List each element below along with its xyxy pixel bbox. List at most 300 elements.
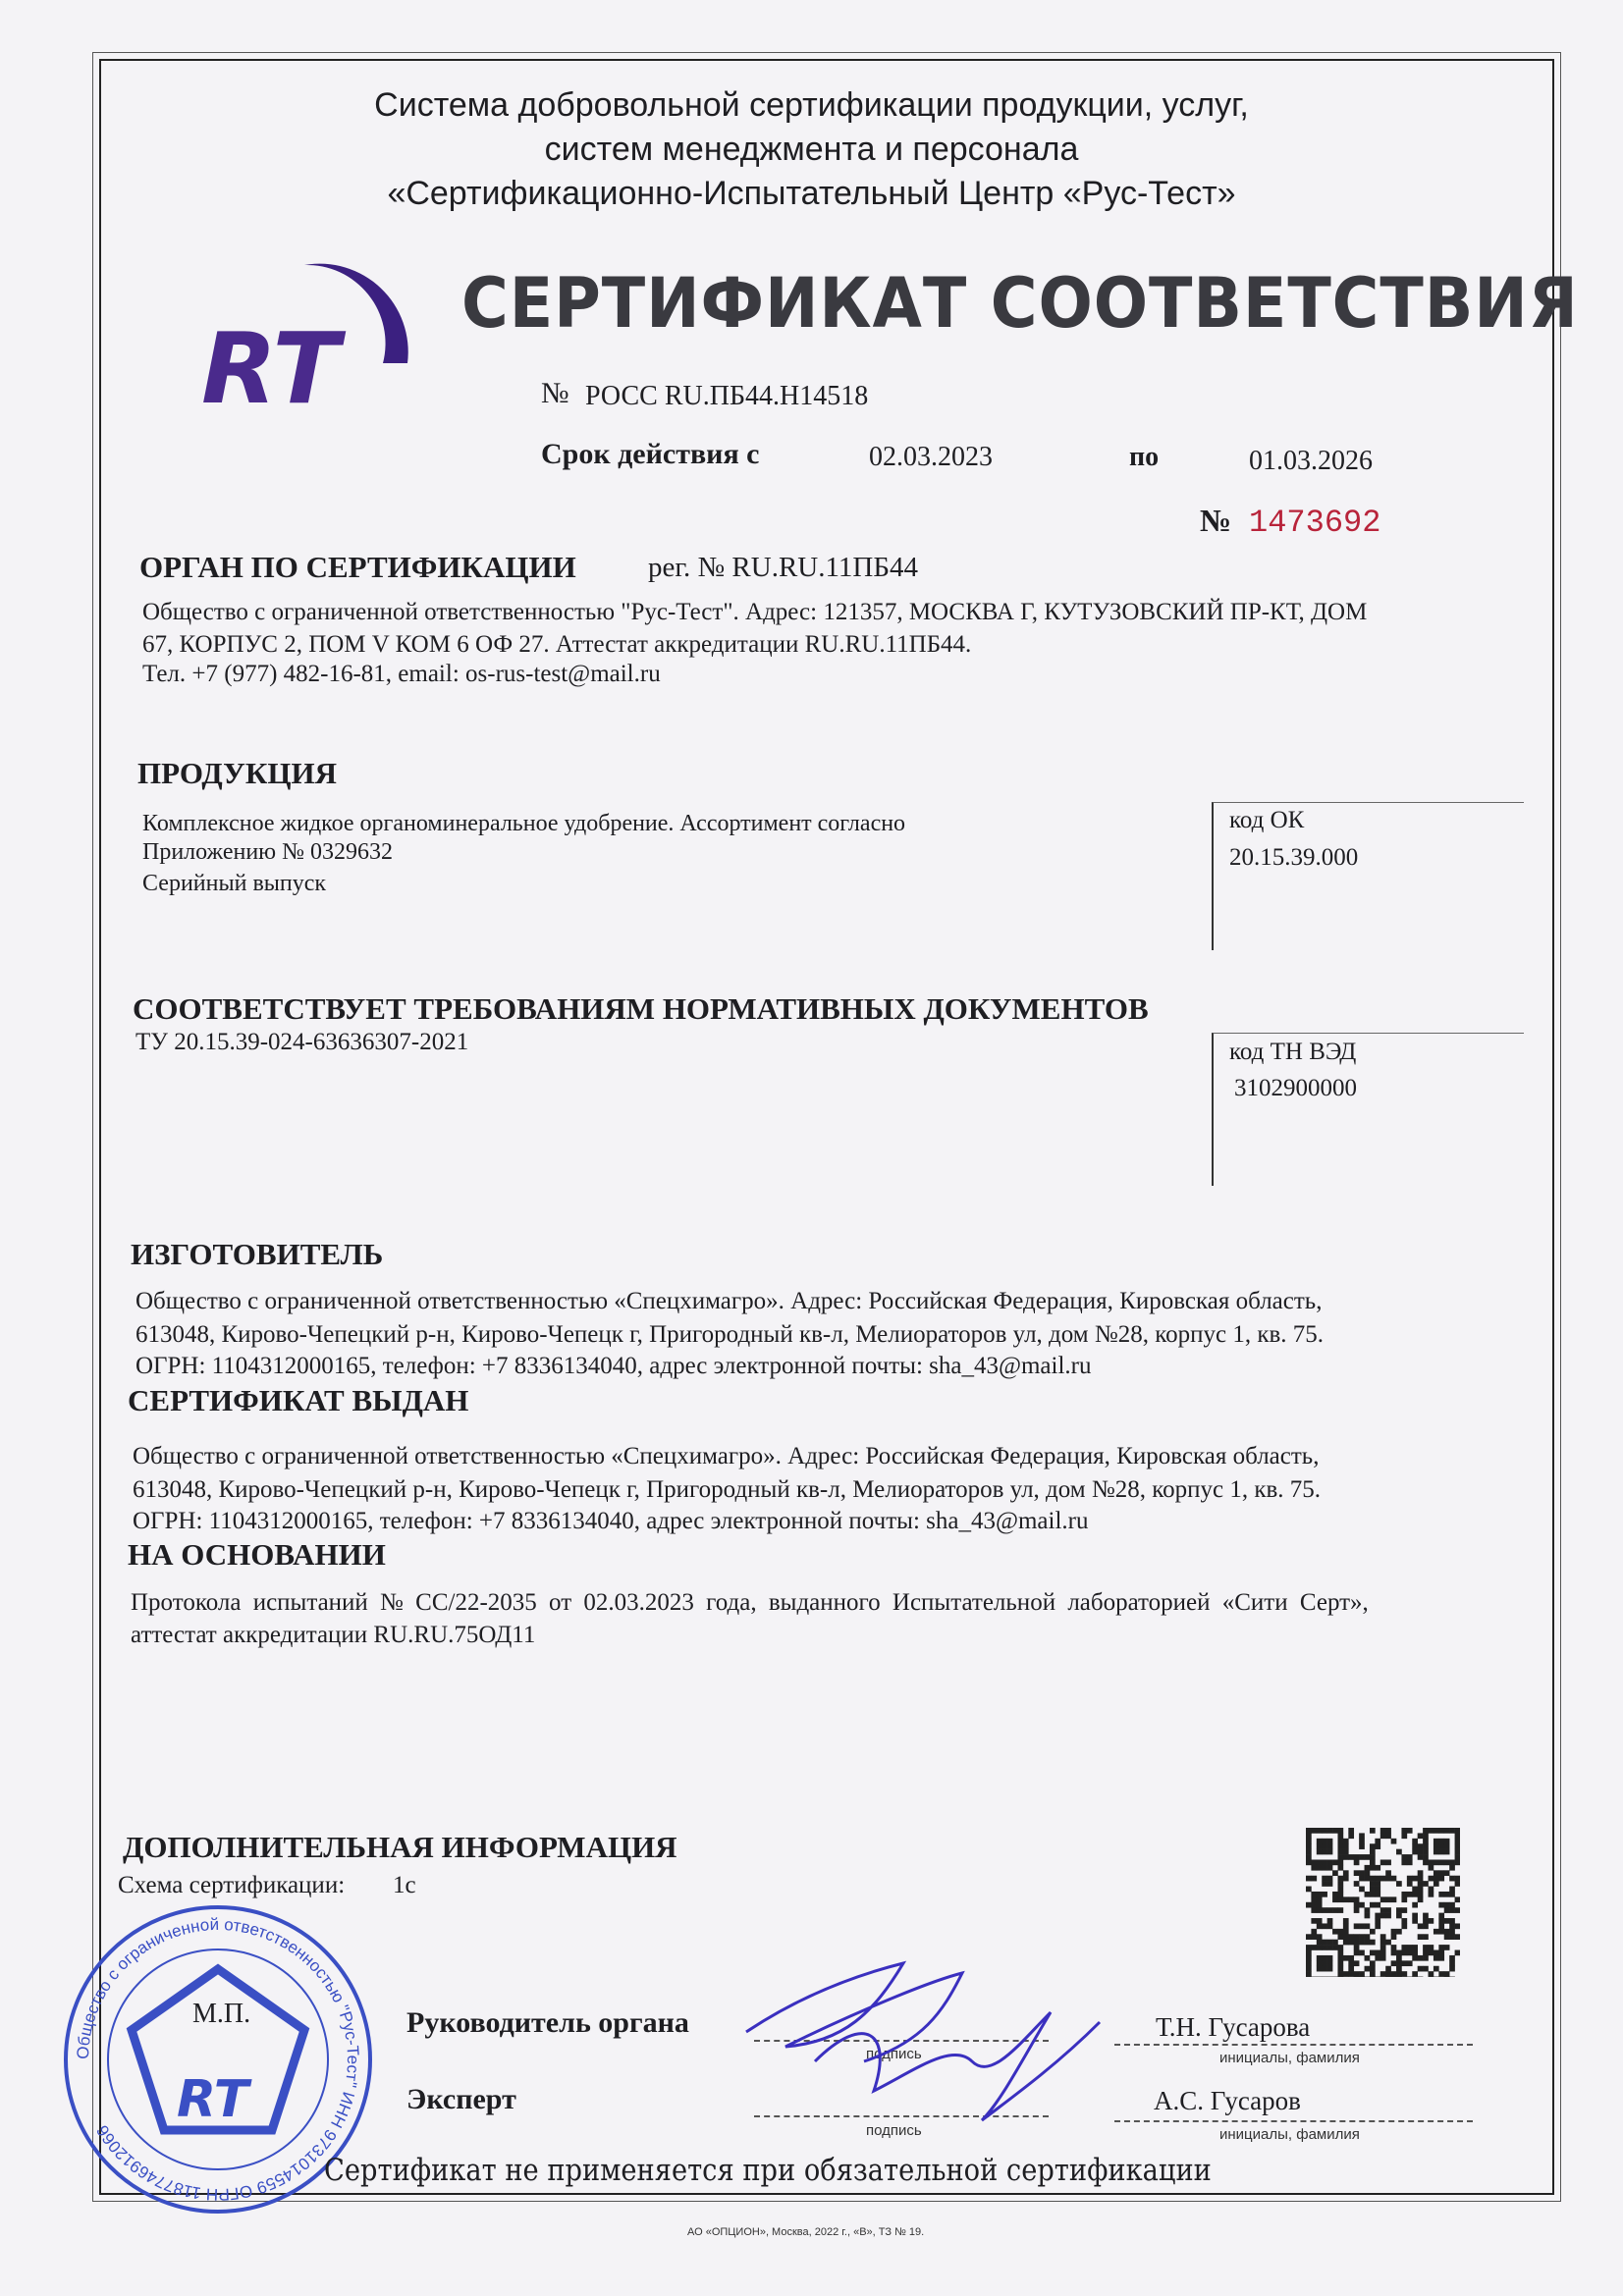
qr-module bbox=[1348, 1960, 1354, 1966]
qr-module bbox=[1370, 1971, 1376, 1977]
qr-module bbox=[1380, 1940, 1386, 1946]
manufacturer-heading: ИЗГОТОВИТЕЛЬ bbox=[131, 1237, 384, 1271]
qr-module bbox=[1391, 1945, 1397, 1950]
qr-module bbox=[1438, 1950, 1444, 1956]
qr-module bbox=[1306, 1960, 1312, 1966]
qr-module bbox=[1385, 1833, 1391, 1839]
qr-module bbox=[1455, 1923, 1460, 1929]
qr-module bbox=[1418, 1955, 1424, 1961]
qr-module bbox=[1359, 1971, 1365, 1977]
qr-module bbox=[1343, 1934, 1349, 1940]
qr-module bbox=[1380, 1833, 1386, 1839]
compliance-doc: ТУ 20.15.39-024-63636307-2021 bbox=[135, 1029, 469, 1055]
qr-module bbox=[1444, 1859, 1450, 1865]
qr-module bbox=[1354, 1971, 1360, 1977]
cert-number-label: № bbox=[541, 377, 569, 409]
qr-module bbox=[1429, 1876, 1434, 1882]
qr-module bbox=[1434, 1929, 1439, 1935]
qr-module bbox=[1343, 1839, 1349, 1844]
qr-module bbox=[1327, 1940, 1333, 1946]
qr-module bbox=[1337, 1950, 1343, 1956]
qr-module bbox=[1423, 1913, 1429, 1919]
qr-module bbox=[1396, 1971, 1402, 1977]
qr-module bbox=[1396, 1960, 1402, 1966]
qr-module bbox=[1412, 1839, 1418, 1844]
qr-module bbox=[1365, 1865, 1371, 1871]
head-name-line bbox=[1114, 2044, 1473, 2046]
qr-module bbox=[1444, 1843, 1450, 1849]
qr-module bbox=[1380, 1876, 1386, 1882]
qr-module bbox=[1337, 1859, 1343, 1865]
qr-module bbox=[1407, 1859, 1413, 1865]
qr-module bbox=[1401, 1950, 1407, 1956]
qr-module bbox=[1343, 1940, 1349, 1946]
qr-module bbox=[1370, 1960, 1376, 1966]
qr-module bbox=[1311, 1859, 1317, 1865]
qr-module bbox=[1391, 1929, 1397, 1935]
qr-module bbox=[1434, 1966, 1439, 1972]
qr-module bbox=[1434, 1828, 1439, 1834]
ok-value: 20.15.39.000 bbox=[1229, 844, 1359, 871]
qr-module bbox=[1311, 1902, 1317, 1908]
qr-module bbox=[1455, 1876, 1460, 1882]
qr-module bbox=[1348, 1971, 1354, 1977]
valid-to-label: по bbox=[1129, 442, 1160, 472]
manufacturer-line-1: Общество с ограниченной ответственностью «Спецхимагро». Адрес: Российская Федерация, Кировская область, bbox=[135, 1288, 1323, 1314]
head-label: Руководитель органа bbox=[406, 2006, 689, 2039]
qr-module bbox=[1322, 1960, 1327, 1966]
qr-module bbox=[1412, 1955, 1418, 1961]
qr-module bbox=[1412, 1843, 1418, 1849]
qr-module bbox=[1418, 1934, 1424, 1940]
qr-module bbox=[1343, 1929, 1349, 1935]
org-line-1: Общество с ограниченной ответственностью "Рус-Тест". Адрес: 121357, МОСКВА Г, КУТУЗОВСКИЙ ПР-КТ, ДОМ bbox=[142, 599, 1368, 625]
qr-module bbox=[1343, 1955, 1349, 1961]
qr-module bbox=[1391, 1960, 1397, 1966]
qr-module bbox=[1343, 1896, 1349, 1902]
qr-module bbox=[1306, 1971, 1312, 1977]
qr-module bbox=[1306, 1849, 1312, 1855]
qr-module bbox=[1438, 1955, 1444, 1961]
qr-module bbox=[1380, 1971, 1386, 1977]
qr-module bbox=[1306, 1854, 1312, 1860]
qr-module bbox=[1449, 1966, 1455, 1972]
qr-module bbox=[1317, 1849, 1323, 1855]
product-line-2: Приложению № 0329632 bbox=[142, 839, 393, 865]
qr-module bbox=[1434, 1870, 1439, 1876]
qr-module bbox=[1438, 1849, 1444, 1855]
qr-module bbox=[1444, 1918, 1450, 1924]
qr-module bbox=[1322, 1892, 1327, 1897]
qr-module bbox=[1444, 1839, 1450, 1844]
qr-module bbox=[1332, 1870, 1338, 1876]
qr-module bbox=[1337, 1966, 1343, 1972]
org-heading: ОРГАН ПО СЕРТИФИКАЦИИ bbox=[139, 550, 576, 584]
qr-module bbox=[1455, 1833, 1460, 1839]
issued-line-1: Общество с ограниченной ответственностью «Спецхимагро». Адрес: Российская Федерация, Кировская область, bbox=[133, 1443, 1320, 1469]
qr-module bbox=[1396, 1849, 1402, 1855]
scheme-value: 1с bbox=[393, 1872, 416, 1898]
qr-module bbox=[1375, 1918, 1380, 1924]
qr-module bbox=[1418, 1887, 1424, 1893]
qr-module bbox=[1429, 1945, 1434, 1950]
qr-module bbox=[1317, 1940, 1323, 1946]
qr-module bbox=[1380, 1859, 1386, 1865]
qr-module bbox=[1375, 1887, 1380, 1893]
qr-module bbox=[1418, 1923, 1424, 1929]
qr-module bbox=[1401, 1971, 1407, 1977]
qr-module bbox=[1327, 1865, 1333, 1871]
qr-module bbox=[1327, 1945, 1333, 1950]
qr-module bbox=[1322, 1940, 1327, 1946]
qr-module bbox=[1317, 1865, 1323, 1871]
qr-module bbox=[1385, 1971, 1391, 1977]
qr-module bbox=[1354, 1934, 1360, 1940]
qr-module bbox=[1401, 1945, 1407, 1950]
qr-module bbox=[1438, 1923, 1444, 1929]
qr-module bbox=[1343, 1971, 1349, 1977]
qr-module bbox=[1407, 1828, 1413, 1834]
valid-from: 02.03.2023 bbox=[869, 442, 993, 472]
qr-module bbox=[1396, 1913, 1402, 1919]
qr-module bbox=[1401, 1960, 1407, 1966]
qr-module bbox=[1332, 1907, 1338, 1913]
qr-module bbox=[1365, 1940, 1371, 1946]
qr-module bbox=[1407, 1950, 1413, 1956]
qr-module bbox=[1449, 1960, 1455, 1966]
qr-module bbox=[1455, 1950, 1460, 1956]
qr-module bbox=[1311, 1929, 1317, 1935]
qr-module bbox=[1423, 1955, 1429, 1961]
footer-notice: Сертификат не применяется при обязательной сертификации bbox=[324, 2153, 1212, 2188]
qr-module bbox=[1370, 1966, 1376, 1972]
qr-module bbox=[1337, 1934, 1343, 1940]
head-name-caption: инициалы, фамилия bbox=[1219, 2050, 1360, 2066]
logo-text: RT bbox=[201, 311, 340, 426]
qr-module bbox=[1418, 1849, 1424, 1855]
qr-module bbox=[1438, 1843, 1444, 1849]
qr-module bbox=[1434, 1881, 1439, 1887]
qr-module bbox=[1380, 1945, 1386, 1950]
expert-name: А.С. Гусаров bbox=[1154, 2086, 1301, 2115]
qr-module bbox=[1311, 1918, 1317, 1924]
qr-module bbox=[1385, 1966, 1391, 1972]
qr-module bbox=[1438, 1839, 1444, 1844]
qr-module bbox=[1391, 1839, 1397, 1844]
qr-module bbox=[1455, 1854, 1460, 1860]
qr-module bbox=[1370, 1881, 1376, 1887]
ok-label: код ОК bbox=[1229, 807, 1305, 833]
qr-module bbox=[1407, 1892, 1413, 1897]
qr-module bbox=[1343, 1870, 1349, 1876]
qr-module bbox=[1455, 1859, 1460, 1865]
qr-module bbox=[1444, 1870, 1450, 1876]
qr-module bbox=[1370, 1902, 1376, 1908]
qr-module bbox=[1412, 1971, 1418, 1977]
qr-module bbox=[1327, 1849, 1333, 1855]
qr-module bbox=[1423, 1854, 1429, 1860]
qr-module bbox=[1311, 1828, 1317, 1834]
qr-module bbox=[1306, 1934, 1312, 1940]
qr-module bbox=[1385, 1859, 1391, 1865]
qr-module bbox=[1396, 1966, 1402, 1972]
qr-module bbox=[1317, 1960, 1323, 1966]
qr-module bbox=[1429, 1865, 1434, 1871]
qr-module bbox=[1365, 1870, 1371, 1876]
qr-code bbox=[1306, 1828, 1460, 1977]
qr-module bbox=[1375, 1865, 1380, 1871]
qr-module bbox=[1444, 1849, 1450, 1855]
qr-module bbox=[1455, 1849, 1460, 1855]
issued-heading: СЕРТИФИКАТ ВЫДАН bbox=[128, 1383, 469, 1417]
qr-module bbox=[1327, 1918, 1333, 1924]
qr-module bbox=[1449, 1859, 1455, 1865]
product-line-3: Серийный выпуск bbox=[142, 871, 327, 896]
qr-module bbox=[1337, 1881, 1343, 1887]
qr-module bbox=[1434, 1859, 1439, 1865]
qr-module bbox=[1418, 1896, 1424, 1902]
qr-module bbox=[1444, 1934, 1450, 1940]
qr-module bbox=[1391, 1934, 1397, 1940]
qr-module bbox=[1449, 1923, 1455, 1929]
qr-module bbox=[1322, 1881, 1327, 1887]
qr-module bbox=[1423, 1950, 1429, 1956]
qr-module bbox=[1380, 1907, 1386, 1913]
qr-module bbox=[1375, 1913, 1380, 1919]
qr-module bbox=[1322, 1828, 1327, 1834]
qr-module bbox=[1429, 1950, 1434, 1956]
qr-module bbox=[1412, 1892, 1418, 1897]
signatures-ink bbox=[727, 1953, 1139, 2140]
qr-module bbox=[1444, 1907, 1450, 1913]
qr-module bbox=[1337, 1854, 1343, 1860]
qr-module bbox=[1385, 1828, 1391, 1834]
qr-module bbox=[1418, 1966, 1424, 1972]
form-number-label: № bbox=[1200, 503, 1232, 538]
qr-module bbox=[1407, 1881, 1413, 1887]
qr-module bbox=[1306, 1887, 1312, 1893]
qr-module bbox=[1306, 1828, 1312, 1834]
qr-module bbox=[1337, 1839, 1343, 1844]
qr-module bbox=[1449, 1934, 1455, 1940]
qr-module bbox=[1423, 1966, 1429, 1972]
qr-module bbox=[1348, 1828, 1354, 1834]
qr-module bbox=[1438, 1918, 1444, 1924]
qr-module bbox=[1370, 1828, 1376, 1834]
qr-module bbox=[1348, 1940, 1354, 1946]
qr-module bbox=[1311, 1945, 1317, 1950]
qr-module bbox=[1322, 1907, 1327, 1913]
qr-module bbox=[1412, 1876, 1418, 1882]
qr-module bbox=[1317, 1918, 1323, 1924]
qr-module bbox=[1359, 1887, 1365, 1893]
qr-module bbox=[1337, 1887, 1343, 1893]
qr-module bbox=[1418, 1843, 1424, 1849]
qr-module bbox=[1337, 1833, 1343, 1839]
qr-module bbox=[1337, 1865, 1343, 1871]
qr-module bbox=[1317, 1934, 1323, 1940]
qr-module bbox=[1327, 1876, 1333, 1882]
validity-label: Срок действия с bbox=[541, 438, 760, 470]
qr-module bbox=[1423, 1833, 1429, 1839]
qr-module bbox=[1434, 1843, 1439, 1849]
qr-module bbox=[1429, 1892, 1434, 1897]
qr-module bbox=[1322, 1945, 1327, 1950]
qr-module bbox=[1396, 1929, 1402, 1935]
qr-module bbox=[1449, 1955, 1455, 1961]
additional-heading: ДОПОЛНИТЕЛЬНАЯ ИНФОРМАЦИЯ bbox=[123, 1830, 677, 1864]
qr-module bbox=[1438, 1945, 1444, 1950]
qr-module bbox=[1396, 1955, 1402, 1961]
qr-module bbox=[1370, 1950, 1376, 1956]
qr-module bbox=[1370, 1876, 1376, 1882]
qr-module bbox=[1412, 1902, 1418, 1908]
qr-module bbox=[1327, 1881, 1333, 1887]
qr-module bbox=[1423, 1828, 1429, 1834]
qr-module bbox=[1337, 1960, 1343, 1966]
qr-module bbox=[1418, 1854, 1424, 1860]
qr-module bbox=[1423, 1859, 1429, 1865]
qr-module bbox=[1317, 1859, 1323, 1865]
qr-module bbox=[1317, 1892, 1323, 1897]
qr-module bbox=[1407, 1945, 1413, 1950]
qr-module bbox=[1401, 1833, 1407, 1839]
qr-module bbox=[1429, 1918, 1434, 1924]
qr-module bbox=[1418, 1881, 1424, 1887]
qr-module bbox=[1354, 1907, 1360, 1913]
qr-module bbox=[1332, 1945, 1338, 1950]
qr-module bbox=[1434, 1876, 1439, 1882]
qr-module bbox=[1418, 1892, 1424, 1897]
qr-module bbox=[1455, 1828, 1460, 1834]
qr-module bbox=[1327, 1923, 1333, 1929]
qr-module bbox=[1359, 1870, 1365, 1876]
qr-module bbox=[1311, 1907, 1317, 1913]
qr-module bbox=[1317, 1902, 1323, 1908]
qr-module bbox=[1423, 1918, 1429, 1924]
qr-module bbox=[1455, 1843, 1460, 1849]
qr-module bbox=[1354, 1859, 1360, 1865]
qr-module bbox=[1385, 1896, 1391, 1902]
qr-module bbox=[1438, 1913, 1444, 1919]
qr-module bbox=[1401, 1892, 1407, 1897]
qr-module bbox=[1348, 1966, 1354, 1972]
qr-module bbox=[1348, 1955, 1354, 1961]
qr-module bbox=[1306, 1902, 1312, 1908]
qr-module bbox=[1359, 1950, 1365, 1956]
qr-module bbox=[1429, 1971, 1434, 1977]
qr-module bbox=[1438, 1876, 1444, 1882]
product-heading: ПРОДУКЦИЯ bbox=[137, 756, 337, 790]
qr-module bbox=[1337, 1843, 1343, 1849]
qr-module bbox=[1354, 1854, 1360, 1860]
qr-module bbox=[1311, 1896, 1317, 1902]
qr-module bbox=[1306, 1843, 1312, 1849]
qr-module bbox=[1429, 1859, 1434, 1865]
qr-module bbox=[1317, 1907, 1323, 1913]
qr-module bbox=[1359, 1854, 1365, 1860]
qr-module bbox=[1434, 1849, 1439, 1855]
qr-module bbox=[1337, 1849, 1343, 1855]
qr-module bbox=[1322, 1839, 1327, 1844]
certificate-title: СЕРТИФИКАТ СООТВЕТСТВИЯ bbox=[461, 263, 1579, 344]
qr-module bbox=[1449, 1907, 1455, 1913]
qr-module bbox=[1359, 1833, 1365, 1839]
qr-module bbox=[1359, 1940, 1365, 1946]
manufacturer-line-3: ОГРН: 1104312000165, телефон: +7 8336134040, адрес электронной почты: sha_43@mail.ru bbox=[135, 1353, 1092, 1379]
expert-name-line bbox=[1114, 2120, 1473, 2122]
header-line-2: систем менеджмента и персонала bbox=[544, 131, 1079, 168]
qr-module bbox=[1444, 1971, 1450, 1977]
qr-module bbox=[1322, 1876, 1327, 1882]
qr-module bbox=[1317, 1923, 1323, 1929]
qr-module bbox=[1311, 1865, 1317, 1871]
qr-module bbox=[1317, 1839, 1323, 1844]
qr-module bbox=[1322, 1865, 1327, 1871]
qr-module bbox=[1322, 1843, 1327, 1849]
qr-module bbox=[1365, 1966, 1371, 1972]
qr-module bbox=[1365, 1923, 1371, 1929]
org-line-3: Тел. +7 (977) 482-16-81, email: os-rus-test@mail.ru bbox=[142, 661, 661, 687]
qr-module bbox=[1449, 1887, 1455, 1893]
qr-module bbox=[1337, 1955, 1343, 1961]
qr-module bbox=[1407, 1876, 1413, 1882]
qr-module bbox=[1423, 1849, 1429, 1855]
qr-module bbox=[1401, 1896, 1407, 1902]
header-line-3: «Сертификационно-Испытательный Центр «Рус-Тест» bbox=[387, 175, 1236, 212]
qr-module bbox=[1444, 1828, 1450, 1834]
basis-heading: НА ОСНОВАНИИ bbox=[128, 1537, 386, 1572]
qr-module bbox=[1317, 1945, 1323, 1950]
qr-module bbox=[1429, 1828, 1434, 1834]
qr-module bbox=[1412, 1849, 1418, 1855]
qr-module bbox=[1434, 1950, 1439, 1956]
qr-module bbox=[1455, 1907, 1460, 1913]
qr-module bbox=[1375, 1950, 1380, 1956]
printer-note: АО «ОПЦИОН», Москва, 2022 г., «В», ТЗ № 19. bbox=[687, 2226, 925, 2238]
qr-module bbox=[1449, 1918, 1455, 1924]
qr-module bbox=[1306, 1950, 1312, 1956]
qr-module bbox=[1322, 1966, 1327, 1972]
qr-module bbox=[1396, 1881, 1402, 1887]
tnved-value: 3102900000 bbox=[1234, 1075, 1357, 1101]
qr-module bbox=[1317, 1843, 1323, 1849]
qr-module bbox=[1391, 1971, 1397, 1977]
qr-module bbox=[1418, 1876, 1424, 1882]
qr-module bbox=[1375, 1876, 1380, 1882]
qr-module bbox=[1332, 1859, 1338, 1865]
qr-module bbox=[1354, 1881, 1360, 1887]
qr-module bbox=[1455, 1881, 1460, 1887]
head-name: Т.Н. Гусарова bbox=[1156, 2012, 1311, 2042]
product-line-1: Комплексное жидкое органоминеральное удобрение. Ассортимент согласно bbox=[142, 811, 906, 836]
qr-module bbox=[1412, 1918, 1418, 1924]
qr-module bbox=[1401, 1918, 1407, 1924]
qr-module bbox=[1438, 1971, 1444, 1977]
qr-module bbox=[1306, 1859, 1312, 1865]
qr-module bbox=[1327, 1907, 1333, 1913]
rt-logo bbox=[187, 245, 422, 501]
qr-module bbox=[1407, 1854, 1413, 1860]
qr-module bbox=[1423, 1839, 1429, 1844]
qr-module bbox=[1391, 1950, 1397, 1956]
qr-module bbox=[1396, 1907, 1402, 1913]
qr-module bbox=[1438, 1902, 1444, 1908]
qr-module bbox=[1348, 1854, 1354, 1860]
qr-module bbox=[1359, 1876, 1365, 1882]
qr-module bbox=[1375, 1839, 1380, 1844]
qr-module bbox=[1438, 1859, 1444, 1865]
